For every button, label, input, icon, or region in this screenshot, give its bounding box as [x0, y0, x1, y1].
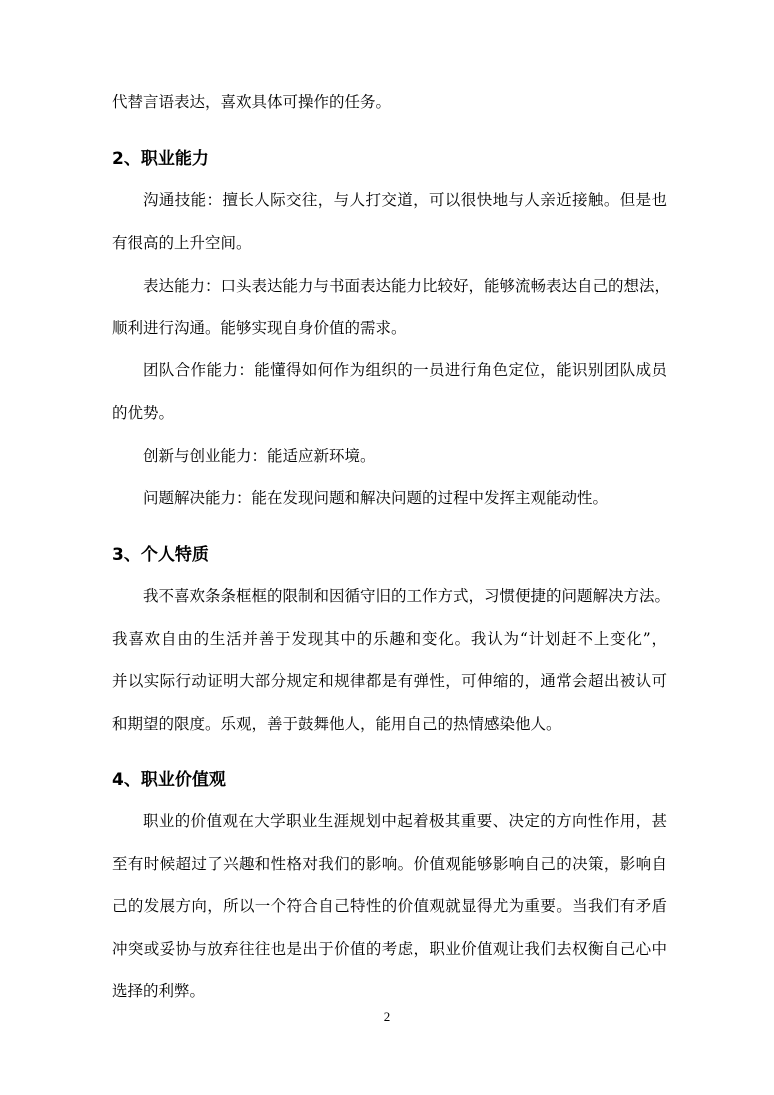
page-number: 2 — [383, 1009, 391, 1024]
paragraph-line: 职业的价值观在大学职业生涯规划中起着极其重要、决定的方向性作用，甚 — [143, 812, 667, 830]
paragraph-line: 有很高的上升空间。 — [112, 234, 252, 252]
paragraph-line: 至有时候超过了兴趣和性格对我们的影响。价值观能够影响自己的决策，影响自 — [112, 855, 667, 873]
paragraph-line: 的优势。 — [112, 404, 175, 422]
paragraph-line: 问题解决能力：能在发现问题和解决问题的过程中发挥主观能动性。 — [143, 489, 609, 507]
intro-line: 代替言语表达，喜欢具体可操作的任务。 — [112, 93, 392, 111]
paragraph-line: 顺利进行沟通。能够实现自身价值的需求。 — [112, 319, 407, 337]
paragraph-line: 沟通技能：擅长人际交往，与人打交道，可以很快地与人亲近接触。但是也 — [143, 191, 667, 209]
paragraph-line: 并以实际行动证明大部分规定和规律都是有弹性，可伸缩的，通常会超出被认可 — [112, 672, 667, 690]
paragraph-line: 己的发展方向，所以一个符合自己特性的价值观就显得尤为重要。当我们有矛盾 — [112, 897, 667, 915]
paragraph-line: 我不喜欢条条框框的限制和因循守旧的工作方式，习惯便捷的问题解决方法。 — [143, 587, 671, 605]
paragraph-line: 我喜欢自由的生活并善于发现其中的乐趣和变化。我认为“计划赶不上变化”， — [112, 630, 667, 648]
paragraph-line: 选择的利弊。 — [112, 982, 206, 1000]
paragraph-line: 创新与创业能力：能适应新环境。 — [143, 447, 376, 465]
section-heading-personal-traits: 3、个人特质 — [112, 545, 209, 565]
paragraph-line: 表达能力：口头表达能力与书面表达能力比较好，能够流畅表达自己的想法， — [143, 277, 671, 295]
paragraph-line: 和期望的限度。乐观，善于鼓舞他人，能用自己的热情感染他人。 — [112, 715, 562, 733]
section-heading-career-ability: 2、职业能力 — [112, 149, 209, 169]
paragraph-line: 团队合作能力：能懂得如何作为组织的一员进行角色定位，能识别团队成员 — [143, 361, 667, 379]
section-heading-career-values: 4、职业价值观 — [112, 770, 226, 790]
paragraph-line: 冲突或妥协与放弃往往也是出于价值的考虑，职业价值观让我们去权衡自己心中 — [112, 940, 667, 958]
